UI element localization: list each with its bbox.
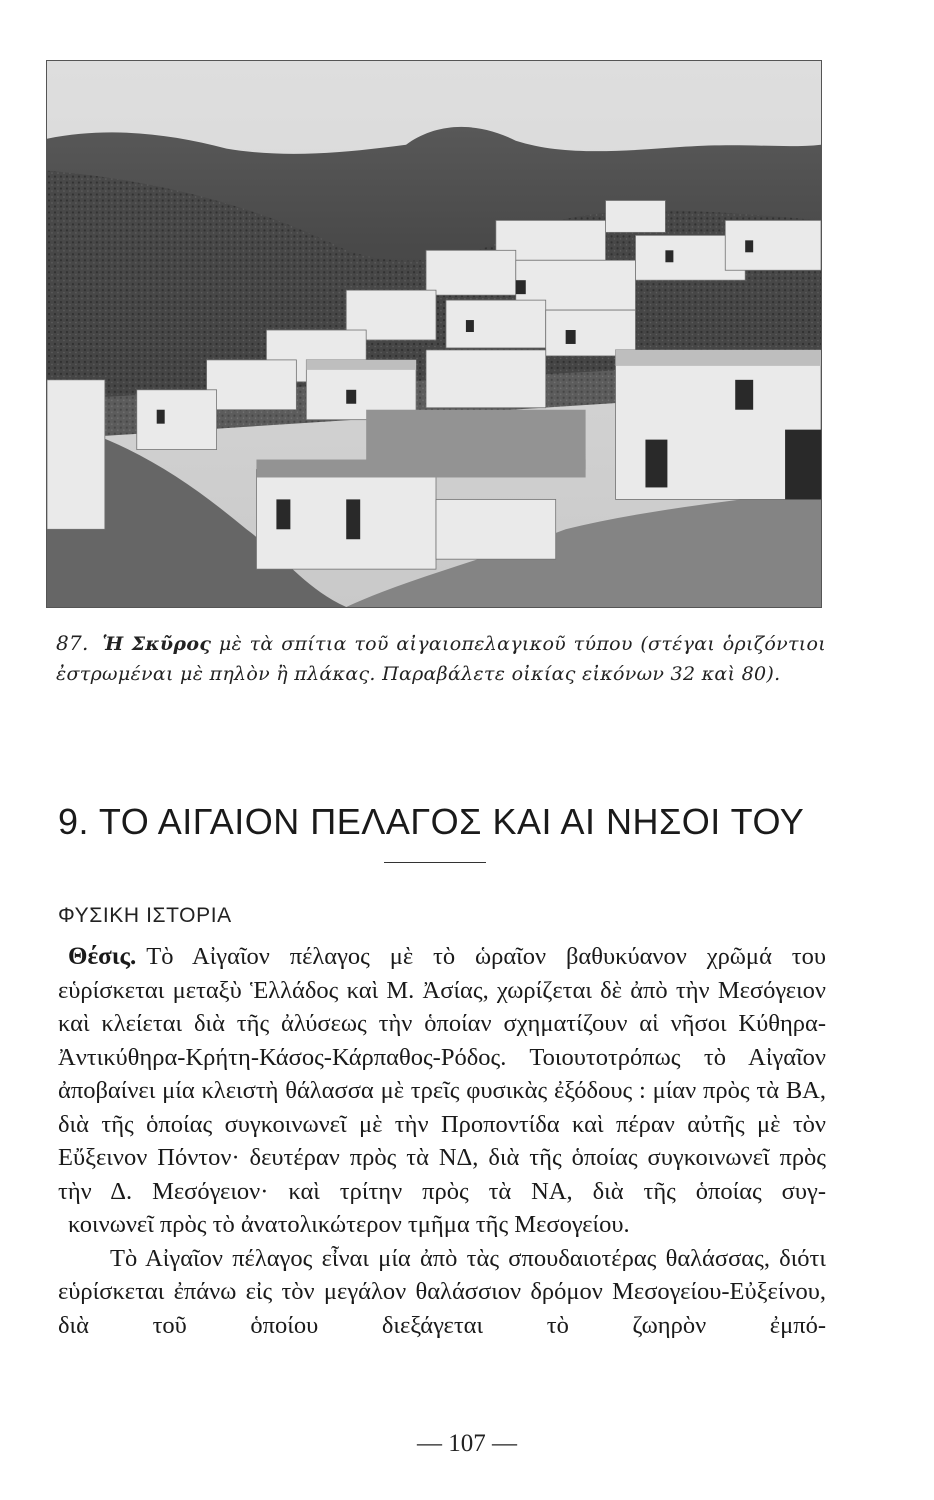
paragraph-2-text: Τὸ Αἰγαῖον πέλαγος εἶναι μία ἀπὸ τὰς σπουδαιοτέρας θαλάσσας, διότι εὑρίσκεται ἐπάνω εἰς τὸν μεγάλον θαλάσσιον δρόμον Μεσογείου-Εὐξείνου, διὰ τοῦ ὁποίου διεξάγεται τὸ ζωηρὸν ἐμπό- bbox=[58, 1244, 826, 1339]
page-number: — 107 — bbox=[417, 1430, 517, 1457]
photograph-skyros-village bbox=[46, 60, 822, 608]
figure-number: 87. bbox=[56, 631, 89, 655]
section-title: ΦΥΣΙΚΗ ΙΣΤΟΡΙΑ bbox=[58, 904, 232, 927]
paragraph-lead: Θέσις. bbox=[68, 943, 137, 970]
paragraph-1-last-line: κοινωνεῖ πρὸς τὸ ἀνατολικώτερον τμῆμα τῆς Μεσογείου. bbox=[68, 1211, 630, 1238]
heading-divider bbox=[384, 862, 486, 863]
paragraph-1-text: Τὸ Αἰγαῖον πέλαγος μὲ τὸ ὡραῖον βαθυκύανον χρῶμά του εὑρίσκεται μεταξὺ Ἑλλάδος καὶ Μ. Ἀσίας, χωρίζεται δὲ ἀπὸ τὴν Μεσόγειον καὶ κλείεται διὰ τῆς ἀλύσεως τὴν ὁποίαν σχηματίζουν αἱ νῆσοι Κύθηρα-Ἀντικύθηρα-Κρήτη-Κάσος-Κάρπαθος-Ρόδος. Τοιουτοτρόπως τὸ Αἰγαῖον ἀποβαίνει μία κλειστὴ θάλασσα μὲ τρεῖς φυσικὰς ἐξόδους : μίαν πρὸς τὰ ΒΑ, διὰ τῆς ὁποίας συγκοινωνεῖ μὲ τὴν Προποντίδα καὶ πέραν αὐτῆς μὲ τὸν Εὔξεινον Πόντον· δευτέραν πρὸς τὰ ΝΔ, διὰ τῆς ὁποίας συγκοινωνεῖ πρὸς τὴν Δ. Μεσόγειον· καὶ τρίτην πρὸς τὰ ΝΑ, διὰ τῆς ὁποίας συγ- bbox=[58, 943, 826, 1205]
chapter-heading: 9. ΤΟ ΑΙΓΑΙΟΝ ΠΕΛΑΓΟΣ ΚΑΙ ΑΙ ΝΗΣΟΙ ΤΟΥ bbox=[58, 801, 805, 842]
paragraph-2 bbox=[58, 1242, 826, 1343]
photo-image bbox=[47, 61, 821, 607]
paragraph-1 bbox=[58, 940, 826, 1242]
figure-caption-text: μὲ τὰ σπίτια τοῦ αἰγαιοπελαγικοῦ τύπου (στέγαι ὁριζόντιοι ἐστρωμέναι μὲ πηλὸν ἢ πλάκας. Παραβάλετε οἰκίας εἰκόνων 32 καὶ 80). bbox=[56, 633, 826, 685]
figure-caption bbox=[56, 628, 826, 689]
figure-name: Ἡ Σκῦρος bbox=[102, 633, 212, 655]
body-text bbox=[58, 940, 826, 1342]
